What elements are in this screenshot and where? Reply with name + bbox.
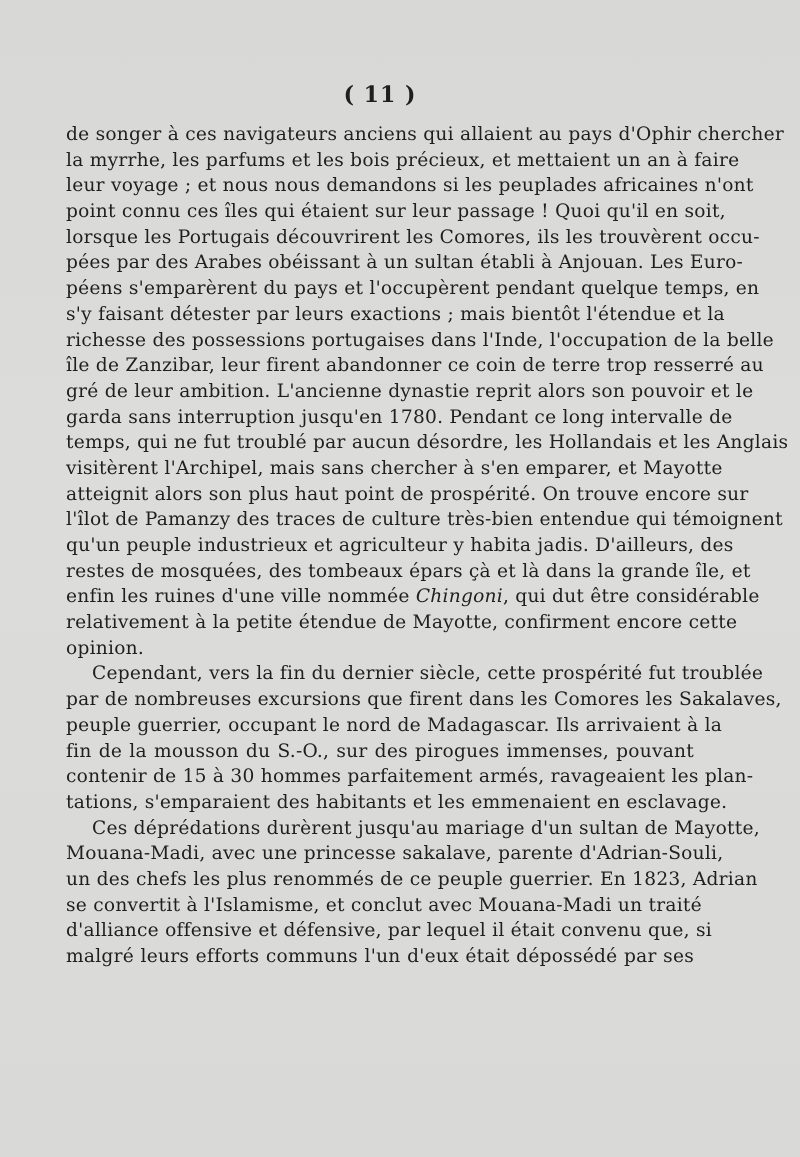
text-line: temps, qui ne fut troublé par aucun désordre, les Hollandais et les Anglais [66,432,789,454]
text-line: lorsque les Portugais découvrirent les Comores, ils les trouvèrent occu- [66,226,760,248]
text-line: point connu ces îles qui étaient sur leur passage ! Quoi qu'il en soit, [66,201,726,223]
text-line: qu'un peuple industrieux et agriculteur y habita jadis. D'ailleurs, des [66,535,734,556]
text-line: péens s'emparèrent du pays et l'occupèrent pendant quelque temps, en [66,278,760,300]
italic-place-name: Chingoni [415,586,503,608]
text-line: fin de la mousson du S.-O., sur des pirogues immenses, pouvant [66,740,694,762]
text-line: s'y faisant détester par leurs exactions ; mais bientôt l'étendue et la [66,303,725,325]
text-line: richesse des possessions portugaises dans l'Inde, l'occupation de la belle [66,329,774,351]
text-line: d'alliance offensive et défensive, par lequel il était convenu que, si [66,920,712,942]
text-line: Mouana-Madi, avec une princesse sakalave, parente d'Adrian-Souli, [66,843,724,865]
text-line: de songer à ces navigateurs anciens qui allaient au pays d'Ophir chercher [66,124,784,145]
text-line: la myrrhe, les parfums et les bois précieux, et mettaient un an à faire [66,149,740,171]
text-line: leur voyage ; et nous nous demandons si les peuplades africaines n'ont [66,175,754,197]
text-line: garda sans interruption jusqu'en 1780. Pendant ce long intervalle de [66,406,733,428]
text-line: île de Zanzibar, leur firent abandonner ce coin de terre trop resserré au [66,355,764,377]
page-number: ( 11 ) [343,82,417,108]
text-line: contenir de 15 à 30 hommes parfaitement armés, ravageaient les plan- [66,766,754,788]
text-line: l'îlot de Pamanzy des traces de culture très-bien entendue qui témoignent [66,509,783,531]
text-line: pées par des Arabes obéissant à un sultan établi à Anjouan. Les Euro- [66,252,744,274]
text-line: relativement à la petite étendue de Mayotte, confirment encore cette [66,612,738,634]
text-line: malgré leurs efforts communs l'un d'eux était dépossédé par ses [66,946,694,967]
text-line: par de nombreuses excursions que firent dans les Comores les Sakalaves, [66,689,782,711]
text-line: gré de leur ambition. L'ancienne dynastie reprit alors son pouvoir et le [66,380,754,402]
text-line: restes de mosquées, des tombeaux épars çà et là dans la grande île, et [66,560,751,582]
text-line: opinion. [66,637,145,659]
text-line: Cependant, vers la fin du dernier siècle, cette prospérité fut troublée [92,663,764,685]
text-line: tations, s'emparaient des habitants et les emmenaient en esclavage. [66,791,728,813]
body-text [66,122,789,970]
text-line: peuple guerrier, occupant le nord de Madagascar. Ils arrivaient à la [66,714,723,736]
text-line: visitèrent l'Archipel, mais sans chercher à s'en emparer, et Mayotte [66,457,723,479]
text-line: enfin les ruines d'une ville nommée Chingoni, qui dut être considérable [66,586,760,608]
text-line: Ces déprédations durèrent jusqu'au mariage d'un sultan de Mayotte, [92,817,760,839]
text-line: un des chefs les plus renommés de ce peuple guerrier. En 1823, Adrian [66,868,758,890]
text-line: atteignit alors son plus haut point de prospérité. On trouve encore sur [66,483,749,505]
text-line: se convertit à l'Islamisme, et conclut avec Mouana-Madi un traité [66,894,702,916]
